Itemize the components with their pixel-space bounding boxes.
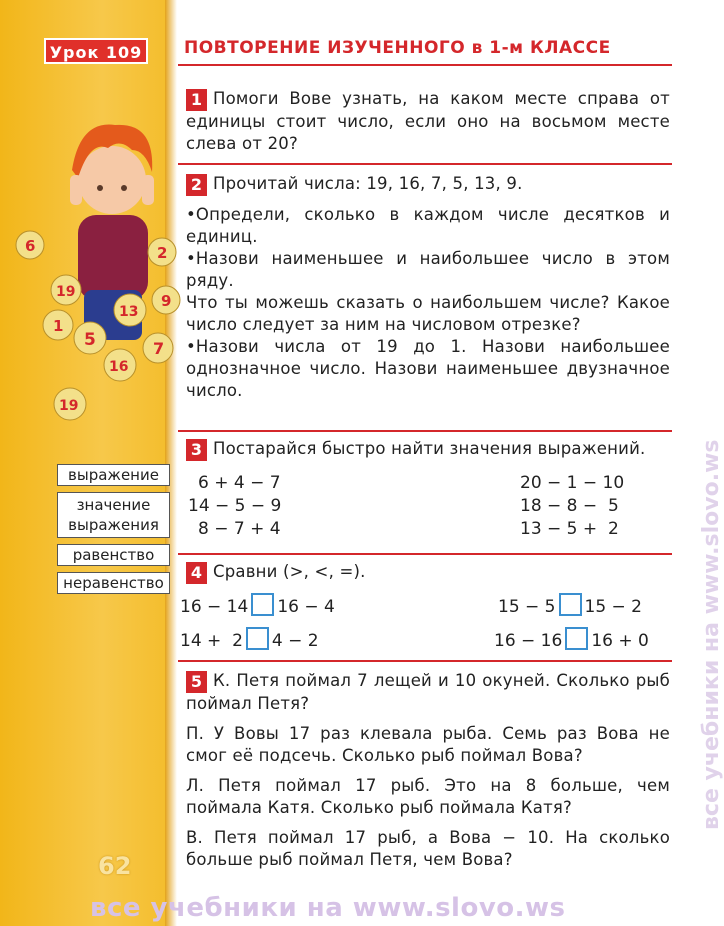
task-1 [186,88,670,155]
comparison-left: 14 + 2 [180,631,243,651]
answer-box[interactable] [565,627,588,650]
balloon-label: 13 [119,304,139,320]
comparison-2 [498,593,642,617]
task-2-intro: Прочитай числа: 19, 16, 7, 5, 13, 9. [213,174,523,193]
task-number: 1 [186,89,207,111]
balloon-label: 1 [53,317,64,335]
balloon-label: 9 [161,292,172,310]
task-2-question: Что ты можешь сказать о наибольшем числе? Какое число следует за ним на числовом отрезке? [186,293,670,334]
task-number: 5 [186,671,207,693]
task-3-text: Постарайся быстро найти значения выражений. [213,439,646,458]
term-tag: неравенство [57,572,170,594]
lesson-badge: Урок 109 [44,38,148,64]
task-1-text: Помоги Вове узнать, на каком месте справа от единицы стоит число, если оно на восьмом месте слева от 20? [186,89,670,153]
comparison-right: 16 + 0 [591,631,649,651]
task-number: 4 [186,562,207,584]
term-tag: равенство [57,544,170,566]
divider [178,430,672,432]
balloon-9 [152,286,180,314]
expression-left-1: 6 + 4 − 7 [198,473,281,493]
expression-right-2: 18 − 8 − 5 [520,496,619,516]
divider [178,553,672,555]
balloon-label: 6 [25,237,36,255]
term-tag: выражение [57,464,170,486]
comparison-1 [180,593,335,617]
balloon-label: 7 [153,339,165,358]
balloon-13 [114,294,146,326]
task-2 [186,173,670,402]
balloon-19b [54,388,86,420]
task-5-v: В. Петя поймал 17 рыб, а Вова − 10. На сколько больше рыб поймал Петя, чем Вова? [186,828,670,869]
task-2-bullet-3: •Назови числа от 19 до 1. Назови наибольшее однозначное число. Назови наименьшее двузначное число. [186,337,670,400]
task-5-k: К. Петя поймал 7 лещей и 10 окуней. Сколько рыб поймал Петя? [186,671,670,713]
balloon-6 [16,231,44,259]
task-5-p: П. У Вовы 17 раз клевала рыба. Семь раз Вова не смог её подсечь. Сколько рыб поймал Вова? [186,724,670,765]
answer-box[interactable] [251,593,274,616]
task-2-bullet-2: •Назови наименьшее и наибольшее число в этом ряду. [186,249,670,290]
balloon-2 [148,238,176,266]
task-5-l: Л. Петя поймал 17 рыб. Это на 8 больше, чем поймала Катя. Сколько рыб поймала Катя? [186,776,670,817]
balloon-19 [51,275,81,305]
page-title: ПОВТОРЕНИЕ ИЗУЧЕННОГО в 1-м КЛАССЕ [184,38,611,58]
expression-left-2: 14 − 5 − 9 [188,496,282,516]
task-number: 2 [186,174,207,196]
balloon-label: 19 [59,398,79,414]
title-underline [178,64,672,66]
task-2-bullet-1: •Определи, сколько в каждом числе десятков и единиц. [186,205,670,246]
expression-left-3: 8 − 7 + 4 [198,519,281,539]
balloon-5 [74,322,106,354]
comparison-left: 16 − 16 [494,631,563,651]
task-number: 3 [186,439,207,461]
balloon-label: 5 [84,330,96,350]
boy-illustration [20,80,180,440]
balloon-1 [43,310,73,340]
task-4 [186,561,670,584]
term-tag: значение выражения [57,492,170,538]
page-number: 62 [98,852,132,880]
answer-box[interactable] [559,593,582,616]
comparison-4 [494,627,649,651]
task-5 [186,670,670,871]
comparison-3 [180,627,319,651]
comparison-right: 4 − 2 [271,631,319,651]
watermark-side-text: все учебники на www.slovo.ws [699,439,724,830]
divider [178,660,672,662]
comparison-right: 16 − 4 [277,597,335,617]
divider [178,163,672,165]
comparison-left: 15 − 5 [498,597,556,617]
boy-body [78,215,148,300]
comparison-right: 15 − 2 [584,597,642,617]
boy-face [78,146,146,214]
balloon-label: 2 [157,244,168,262]
balloon-7 [143,333,173,363]
comparison-left: 16 − 14 [180,597,249,617]
expression-right-1: 20 − 1 − 10 [520,473,625,493]
answer-box[interactable] [246,627,269,650]
balloon-label: 16 [109,359,129,375]
watermark-side [677,130,724,830]
watermark-bottom: все учебники на www.slovo.ws [90,893,566,923]
balloon-16 [104,349,136,381]
expression-right-3: 13 − 5 + 2 [520,519,619,539]
task-4-text: Сравни (>, <, =). [213,562,366,581]
balloon-label: 19 [56,284,76,300]
task-3 [186,438,670,461]
